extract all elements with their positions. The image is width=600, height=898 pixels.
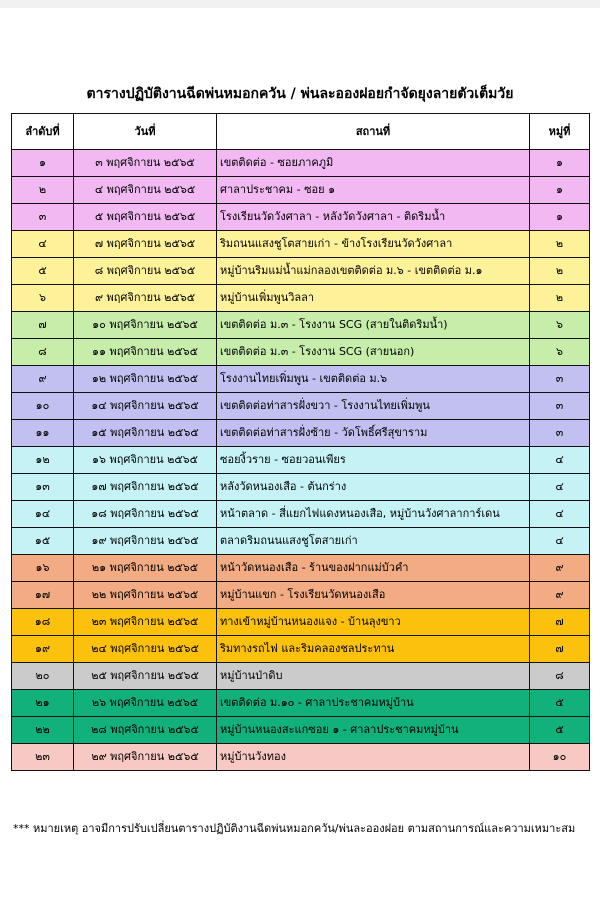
header-village: หมู่ที่ (530, 114, 590, 150)
row-date: ๒๙ พฤศจิกายน ๒๕๖๕ (74, 744, 217, 771)
table-row (12, 474, 590, 501)
row-number: ๑๖ (12, 555, 74, 582)
row-village: ๘ (530, 663, 590, 690)
row-place: โรงเรียนวัดวังศาลา - หลังวัดวังศาลา - ติดริมน้ำ (217, 204, 530, 231)
row-number: ๑๕ (12, 528, 74, 555)
row-number: ๒๒ (12, 717, 74, 744)
row-number: ๑๑ (12, 420, 74, 447)
row-number: ๕ (12, 258, 74, 285)
table-row (12, 555, 590, 582)
table-row (12, 609, 590, 636)
row-number: ๑๔ (12, 501, 74, 528)
row-place: ริมถนนแสงชูโตสายเก่า - ข้างโรงเรียนวัดวังศาลา (217, 231, 530, 258)
row-village: ๒ (530, 231, 590, 258)
row-date: ๓ พฤศจิกายน ๒๕๖๕ (74, 150, 217, 177)
table-row (12, 177, 590, 204)
table-row (12, 690, 590, 717)
header-place: สถานที่ (217, 114, 530, 150)
row-village: ๒ (530, 285, 590, 312)
table-row (12, 717, 590, 744)
row-village: ๙ (530, 555, 590, 582)
row-village: ๓ (530, 420, 590, 447)
row-village: ๕ (530, 717, 590, 744)
row-date: ๒๖ พฤศจิกายน ๒๕๖๕ (74, 690, 217, 717)
row-place: หลังวัดหนองเสือ - ต้นกร่าง (217, 474, 530, 501)
row-number: ๖ (12, 285, 74, 312)
row-number: ๓ (12, 204, 74, 231)
table-row (12, 150, 590, 177)
row-number: ๑๗ (12, 582, 74, 609)
row-place: เขตติดต่อท่าสารฝั่งขวา - โรงงานไทยเพิ่มพูน (217, 393, 530, 420)
row-date: ๑๙ พฤศจิกายน ๒๕๖๕ (74, 528, 217, 555)
row-number: ๗ (12, 312, 74, 339)
row-place: เขตติดต่อ ม.๓ - โรงงาน SCG (สายนอก) (217, 339, 530, 366)
row-place: เขตติดต่อ ม.๓ - โรงงาน SCG (สายในติดริมน้ำ) (217, 312, 530, 339)
row-place: หมู่บ้านเพิ่มพูนวิลลา (217, 285, 530, 312)
table-row (12, 744, 590, 771)
table-row (12, 393, 590, 420)
row-village: ๔ (530, 447, 590, 474)
table-row (12, 447, 590, 474)
row-village: ๔ (530, 474, 590, 501)
row-village: ๔ (530, 528, 590, 555)
header-no: ลำดับที่ (12, 114, 74, 150)
row-number: ๔ (12, 231, 74, 258)
table-row (12, 663, 590, 690)
row-date: ๒๕ พฤศจิกายน ๒๕๖๕ (74, 663, 217, 690)
row-place: เขตติดต่อ ม.๑๐ - ศาลาประชาคมหมู่บ้าน (217, 690, 530, 717)
table-row (12, 420, 590, 447)
table-row (12, 231, 590, 258)
row-number: ๙ (12, 366, 74, 393)
row-village: ๖ (530, 339, 590, 366)
row-date: ๑๑ พฤศจิกายน ๒๕๖๕ (74, 339, 217, 366)
row-place: ซอยงิ้วราย - ซอยวอนเพียร (217, 447, 530, 474)
schedule-table (11, 113, 590, 771)
row-date: ๒๒ พฤศจิกายน ๒๕๖๕ (74, 582, 217, 609)
row-village: ๕ (530, 690, 590, 717)
row-date: ๑๘ พฤศจิกายน ๒๕๖๕ (74, 501, 217, 528)
table-row (12, 501, 590, 528)
row-village: ๓ (530, 393, 590, 420)
row-village: ๑ (530, 177, 590, 204)
row-village: ๙ (530, 582, 590, 609)
table-row (12, 204, 590, 231)
row-date: ๙ พฤศจิกายน ๒๕๖๕ (74, 285, 217, 312)
row-date: ๒๑ พฤศจิกายน ๒๕๖๕ (74, 555, 217, 582)
page-title: ตารางปฏิบัติงานฉีดพ่นหมอกควัน / พ่นละอองฝอยกำจัดยุงลายตัวเต็มวัย (86, 86, 514, 102)
row-village: ๗ (530, 609, 590, 636)
row-date: ๑๒ พฤศจิกายน ๒๕๖๕ (74, 366, 217, 393)
row-date: ๕ พฤศจิกายน ๒๕๖๕ (74, 204, 217, 231)
header-date: วันที่ (74, 114, 217, 150)
row-place: โรงงานไทยเพิ่มพูน - เขตติดต่อ ม.๖ (217, 366, 530, 393)
table-row (12, 258, 590, 285)
table-body (12, 150, 590, 771)
table-header-row (12, 114, 590, 150)
row-place: หมู่บ้านวังทอง (217, 744, 530, 771)
table-row (12, 312, 590, 339)
row-place: หมู่บ้านป่าดิบ (217, 663, 530, 690)
row-place: หน้าวัดหนองเสือ - ร้านของฝากแม่บัวคำ (217, 555, 530, 582)
row-place: ศาลาประชาคม - ซอย ๑ (217, 177, 530, 204)
row-number: ๑๓ (12, 474, 74, 501)
row-place: หมู่บ้านแขก - โรงเรียนวัดหนองเสือ (217, 582, 530, 609)
table-row (12, 285, 590, 312)
row-date: ๑๐ พฤศจิกายน ๒๕๖๕ (74, 312, 217, 339)
row-number: ๑๐ (12, 393, 74, 420)
row-number: ๒๐ (12, 663, 74, 690)
row-date: ๒๔ พฤศจิกายน ๒๕๖๕ (74, 636, 217, 663)
table-row (12, 636, 590, 663)
row-number: ๑๙ (12, 636, 74, 663)
row-village: ๑ (530, 204, 590, 231)
row-date: ๑๔ พฤศจิกายน ๒๕๖๕ (74, 393, 217, 420)
row-village: ๔ (530, 501, 590, 528)
row-place: หน้าตลาด - สี่แยกไฟแดงหนองเสือ, หมู่บ้านวังศาลาการ์เดน (217, 501, 530, 528)
row-place: ตลาดริมถนนแสงชูโตสายเก่า (217, 528, 530, 555)
row-date: ๑๗ พฤศจิกายน ๒๕๖๕ (74, 474, 217, 501)
row-date: ๑๖ พฤศจิกายน ๒๕๖๕ (74, 447, 217, 474)
row-date: ๒๓ พฤศจิกายน ๒๕๖๕ (74, 609, 217, 636)
footnote: *** หมายเหตุ อาจมีการปรับเปลี่ยนตารางปฏิบัติงานฉีดพ่นหมอกควัน/พ่นละอองฝอย ตามสถานการณ์และความเหมาะสม (13, 822, 576, 835)
row-village: ๗ (530, 636, 590, 663)
row-place: เขตติดต่อท่าสารฝั่งซ้าย - วัดโพธิ์ศรีสุขาราม (217, 420, 530, 447)
row-date: ๑๕ พฤศจิกายน ๒๕๖๕ (74, 420, 217, 447)
row-date: ๒๘ พฤศจิกายน ๒๕๖๕ (74, 717, 217, 744)
row-village: ๑ (530, 150, 590, 177)
row-place: ริมทางรถไฟ และริมคลองชลประทาน (217, 636, 530, 663)
row-number: ๑๒ (12, 447, 74, 474)
row-date: ๗ พฤศจิกายน ๒๕๖๕ (74, 231, 217, 258)
row-place: เขตติดต่อ - ซอยภาคภูมิ (217, 150, 530, 177)
row-village: ๖ (530, 312, 590, 339)
row-number: ๒๓ (12, 744, 74, 771)
top-bar (0, 0, 600, 8)
table-row (12, 366, 590, 393)
row-place: หมู่บ้านริมแม่น้ำแม่กลองเขตติดต่อ ม.๖ - เขตติดต่อ ม.๑ (217, 258, 530, 285)
row-village: ๒ (530, 258, 590, 285)
table-row (12, 528, 590, 555)
row-place: ทางเข้าหมู่บ้านหนองแจง - บ้านลุงขาว (217, 609, 530, 636)
row-village: ๓ (530, 366, 590, 393)
row-date: ๔ พฤศจิกายน ๒๕๖๕ (74, 177, 217, 204)
row-number: ๑๘ (12, 609, 74, 636)
row-number: ๑ (12, 150, 74, 177)
row-place: หมู่บ้านหนองสะแกซอย ๑ - ศาลาประชาคมหมู่บ้าน (217, 717, 530, 744)
row-number: ๒๑ (12, 690, 74, 717)
table-row (12, 582, 590, 609)
row-number: ๘ (12, 339, 74, 366)
row-village: ๑๐ (530, 744, 590, 771)
row-number: ๒ (12, 177, 74, 204)
row-date: ๘ พฤศจิกายน ๒๕๖๕ (74, 258, 217, 285)
table-row (12, 339, 590, 366)
